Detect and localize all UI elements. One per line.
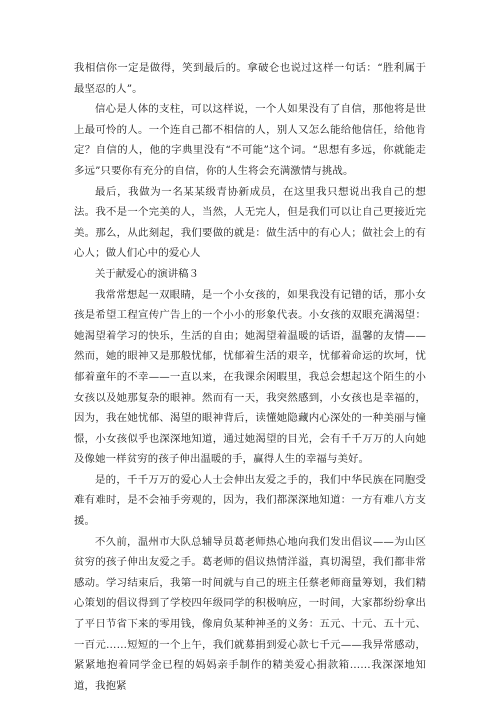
paragraph-support: 是的，千千万万的爱心人士会伸出友爱之手的，我们中华民族在同胞受难有难时，是不会袖手旁观的，因为，我们都深深地知道：一方有难八方支援。 — [74, 473, 426, 528]
paragraph-confidence: 信心是人体的支柱，可以这样说，一个人如果没有了自信，那他将是世上最可怜的人。一个连自己都不相信的人，别人又怎么能给他信任，给他肯定？自信的人，他的字典里没有“不可能”这个词。“思想有多远，你就能走多远”只要你有充分的自信，你的人生将会充满激情与挑战。 — [74, 103, 426, 177]
paragraph-closing-quote: 我相信你一定是做得，笑到最后的。拿破仑也说过这样一句话：“胜利属于最坚忍的人”。 — [74, 62, 426, 95]
document-page — [74, 58, 426, 696]
paragraph-donation: 不久前，温州市大队总辅导员葛老师热心地向我们发出倡议——为山区贫穷的孩子伸出友爱之手。葛老师的倡议热情洋溢，真切渴望，我们都非常感动。学习结束后，我第一时间就与自己的班主任蔡老师商量筹划，我们精心策划的倡议得到了学校四年级同学的积极响应，一时间，大家都纷纷拿出了平日节省下来的零用钱，像肩负某种神圣的义务：五元、十元、五十元、一百元……短短的一个上午，我们就募捐到爱心款七千元——我异常感动，紧紧地抱着同学金已程的妈妈亲手制作的精美爱心捐款箱……我深深地知道，我抱紧 — [74, 535, 426, 692]
paragraph-girl-eyes: 我常常想起一双眼睛，是一个小女孩的，如果我没有记错的话，那小女孩是希望工程宣传广告上的一个小小的形象代表。小女孩的双眼充满渴望：她渴望着学习的快乐，生活的自由；她渴望着温暖的话语，温馨的友情——然而，她的眼神又是那般忧郁，忧郁着生活的艰辛，忧郁着命运的坎坷，忧郁着童年的不幸——一直以来，在我课余闲暇里，我总会想起这个陌生的小女孩以及她那复杂的眼神。然而有一天，我突然感到，小女孩也是幸福的，因为，我在她忧郁、渴望的眼神背后，读懂她隐藏内心深处的一种美丽与憧憬，小女孩似乎也深深地知道，通过她渴望的目光，会有千千万万的人向她及像她一样贫穷的孩子伸出温暖的手，赢得人生的幸福与美好。 — [74, 288, 426, 466]
paragraph-conclusion: 最后，我做为一名某某级青协新成员，在这里我只想说出我自己的想法。我不是一个完美的人，当然，人无完人，但是我们可以让自己更接近完美。那么，从此刻起，我们要做的就是：做生活中的有心人；做社会上的有心人；做人们心中的爱心人 — [74, 185, 426, 260]
section-heading: 关于献爱心的演讲稿３ — [95, 267, 199, 280]
